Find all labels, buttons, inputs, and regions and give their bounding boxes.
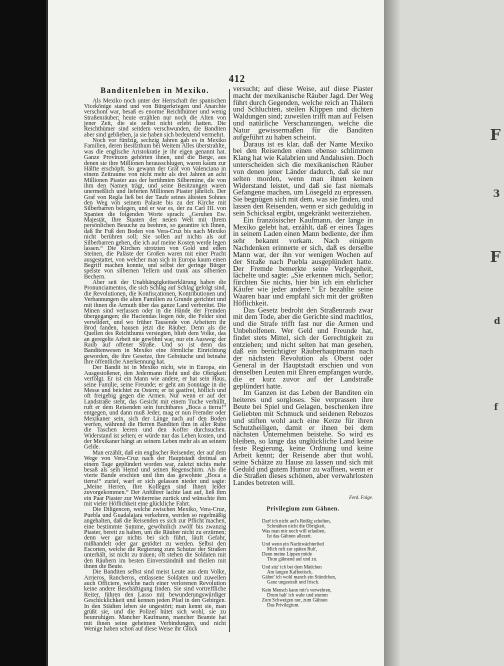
poem-heading — [233, 505, 373, 514]
paragraph: versucht; auf diese Weise, auf diese Piaster macht der mexikanische Räuber Jagd. Der Weg führt durch Gegenden, welche reich an Thälern und Schluchten, steilen Klippen und dichten Waldungen sind; zuweilen trifft man auf Felsen und natürliche Verschanzungen, welche die Natur gewissermaßen für die Banditen aufgeführt zu haben scheint. — [233, 86, 373, 142]
verse-line: Thun gähnend auf und zu. — [267, 556, 318, 562]
verse-line: Ist das Gähnen allezeit. — [267, 533, 312, 539]
article-title: Banditenleben in Mexiko. — [100, 86, 210, 95]
adjacent-page-fragment: f — [494, 403, 498, 413]
stanza — [262, 542, 372, 562]
paragraph: Aber seit der Unabhängigkeitserklärung haben die Pronunciamentos, die sich Schlag auf Schlag gefolgt sind, die Revolutionen, die Konfiscationen, Kontributionen und Verbannungen die alten Familien zu Grunde gerichtet und mit ihnen die Armuth über das ganze Land verbreitet. Die Minen sind verlassen oder in die Hände der Fremden übergegangen; die Haciendas liegen öde, die Felder sind verwildert, und wo früher Tausende von Arbeitern ihr Brod fanden, hausen jetzt die Räuber. Denn als die Quellen des Reichthums versiegten, blieb dem Volke, das an geregelte Arbeit nie gewöhnt war, nur ein Ausweg: der Raub auf offener Straße. Und so ist denn das Banditenwesen in Mexiko eine förmliche Einrichtung geworden, die ihre Gesetze, ihre Gebräuche und beinahe ihre öffentliche Anerkennung hat. — [84, 278, 226, 366]
verse-line: Und sitz' ich bei dem Mädchen — [262, 564, 322, 570]
paragraph: Die Banditen selbst sind meist Leute aus dem Volke, Arrieros, Rancheros, entlassene Soldaten und zuweilen auch Officiere, welche nach einer verlorenen Revolution keine andere Beschäftigung finden. Sie sind vortreffliche Reiter, führen den Lasso mit bewunderungswürdiger Geschicklichkeit und kennen jeden Pfad in den Gebirgen. In den Städten leben sie ungestört; man kennt sie, man grüßt sie, und die Polizei hütet sich wohl, sie zu beunruhigen. Mancher Kaufmann, mancher Beamte hat mit ihnen seine geheimen Verbindungen, und nicht Wenige haben schon auf diese Weise ihr Glück — [84, 568, 226, 632]
stanza — [262, 565, 372, 585]
verse-line: Und wenn ein Nachtwächterlied — [262, 541, 324, 547]
verse-line: Am langen Kaffeetisch, — [267, 569, 313, 575]
paragraph: Noch vor fünfzig, sechzig Jahren gab es in Mexiko Familien, deren Besitzthum bei Weitem Alles überstrahlte, was die englische Aristokratie je ihr eigen genannt hat. Ganze Provinzen gehörten ihnen, und die Berge, aus denen sie ihre Millionen herausschlugen, waren kaum zur Hälfte erschöpft. So gewann der Graf von Valenciana in einem Zeitraume von nicht mehr als drei Jahren an acht Millionen Piaster aus der berühmten Silbermine, die von ihm den Namen trägt, und seine Besitzungen waren unermeßlich und lieferten Millionen Piaster jährlich. Der Graf von Regla ließ bei der Taufe seines ältesten Sohnes den Weg von seinem Palaste bis zu der Kirche mit Silberbarren belegen, und er war es, der zu Carl III. von Spanien die folgenden Worte sprach: „Geruhen Ew. Majestät, Ihre Staaten der neuen Welt mit Ihrem persönlichen Besuche zu beehren, so garantire ich Ihnen, daß Ihr Fuß den Boden von Vera-Cruz bis nach Mexiko nicht berühren soll; Sie sollen auf nichts als auf Silberbarren gehen, die ich auf meine Kosten werde legen lassen.“ Die Kirchen strotzten von Gold und edlen Steinen, die Paläste der Großen waren mit einer Pracht ausgestattet, von welcher man sich in Europa kaum einen Begriff machen konnte, und selbst der geringe Bürger speiste von silbernen Tellern und trank aus silbernen Bechern. — [84, 136, 226, 280]
verse-line: Dann meine Lippen müde — [262, 551, 312, 557]
author-signature — [233, 495, 373, 502]
right-column — [233, 86, 373, 492]
page-edge-line — [46, 0, 48, 666]
stanza — [262, 588, 372, 608]
adjacent-page — [400, 0, 504, 666]
paragraph: Der Bandit ist in Mexiko nicht, wie in Europa, ein Ausgestoßener, den Jedermann flieht und die Obrigkeit verfolgt. Er ist ein Mann wie andere, er hat sein Haus, seine Familie, seine Freunde; er geht am Sonntage in die Messe und beichtet zu Ostern; er ist gastfrei, höflich und oft freigebig gegen die Armen. Nur wenn er auf der Landstraße steht, das Gesicht mit einem Tuche verhüllt, ruft er dem Reisenden sein furchtbares „Boca a tierra!“ entgegen, und dann muß Jeder, mag er nun Fremder oder Mexikaner sein, sich der Länge nach auf den Boden werfen, während die Herren Banditen ihm in aller Ruhe die Taschen leeren und den Koffer durchsuchen. Widerstand ist selten; er würde nur das Leben kosten, und der Mexikaner hängt an seinem Leben mehr als an seinem Gelde. — [84, 363, 226, 451]
verse-line: Schmähen nicht die Obrigkeit, — [267, 523, 326, 529]
verse-line: Ganz ungestraft und frisch. — [267, 579, 320, 585]
left-column-text — [84, 86, 226, 632]
verse-line: Zum Schweigen nur, zum Gähnen — [262, 597, 328, 603]
paragraph: Ein französischer Kaufmann, der lange in Mexiko gelebt hat, erzählt, daß er eines Tages in seinem Laden einen Mann bediente, der ihm sehr bekannt vorkam. Nach einigem Nachdenken erinnerte er sich, daß es derselbe Mann war, der ihn vor wenigen Wochen auf der Straße nach Puebla ausgeplündert hatte. Der Fremde bemerkte seine Verlegenheit, lächelte und sagte: „Sie erkennen mich, Señor; fürchten Sie nichts, hier bin ich ein ehrlicher Käufer wie jeder andere.“ Er bezahlte seine Waaren baar und empfahl sich mit der größten Höflichkeit. — [233, 216, 373, 308]
scanner-edge — [0, 0, 46, 666]
paragraph: Man erzählt, daß ein englischer Reisender, der auf dem Wege von Vera-Cruz nach der Hauptstadt dreimal an einem Tage geplündert worden war, zuletzt nichts mehr besaß als sein Hemd und seinen Regenschirm. Als die vierte Bande erschien und ihm das gewohnte „Boca a tierra!“ zurief, warf er sich gelassen nieder und sagte: „Meine Herren, Ihre Kollegen sind Ihnen leider zuvorgekommen.“ Der Anführer lachte laut auf, ließ ihm ein Paar Piaster zur Weiterreise zurück und wünschte ihm mit vieler Höflichkeit eine glückliche Fahrt. — [84, 448, 226, 508]
paragraph: Das Gesetz bedroht den Straßenraub zwar mit dem Tode, aber die Gerichte sind machtlos, und die Strafe trifft fast nur die Armen und Unbeholfenen. Wer Geld und Freunde hat, findet stets Mittel, sich der Gerechtigkeit zu entziehen; und nicht selten hat man gesehen, daß ein berüchtigter Räuberhauptmann nach der nächsten Revolution als Oberst oder General in der Hauptstadt erschien und von denselben Leuten mit Ehren empfangen wurde, die er kurz zuvor auf der Landstraße geplündert hatte. — [233, 306, 373, 391]
verse-line: Kein Mensch kann mir's verwehren, — [262, 587, 332, 593]
poem-title: Privilegium zum Gähnen. — [266, 505, 340, 512]
poem — [262, 519, 372, 617]
paragraph: Im Ganzen ist das Leben der Banditen ein heiteres und sorgloses. Sie verprassen ihre Beute bei Spiel und Gelagen, beschenken ihre Geliebten mit Schmuck und seidenen Rebozos und stiften wohl auch eine Kerze für ihren Schutzheiligen, damit er ihnen bei dem nächsten Unternehmen beistehe. So wird es bleiben, so lange das unglückliche Land keine feste Regierung, keine Ordnung und keine Arbeit kennt; der Reisende aber thut wohl, seine Schätze zu Hause zu lassen und sich mit Geduld und gutem Humor zu waffnen, wenn er die Straßen dieses schönen, aber verwahrlosten Landes betreten will. — [233, 389, 373, 488]
verse-line: Was man mir noch will erlauben, — [262, 528, 326, 534]
stanza — [262, 519, 372, 539]
verse-line: Das Privilegium. — [267, 602, 300, 608]
verse-line: Darf ich nicht auf's Reißig schelten, — [262, 519, 331, 524]
verse-line: Gähnt' ich wohl manch ein Stündchen, — [262, 574, 337, 580]
author-signature-text: Ferd. Folge. — [349, 495, 373, 501]
poem-body — [262, 519, 372, 608]
page-number: 412 — [228, 74, 246, 85]
verse-line: Drum hab' ich wahr und stumm — [267, 592, 328, 598]
adjacent-page-fragment: F — [490, 248, 501, 266]
paragraph: Als Mexiko noch unter der Herrschaft der spanischen Vicekönige stand und von Bürgerkriegen und Anarchie verschont war, besaß es enorme Reichthümer und wenig Straßenräuber; heute erzählen nur noch die Alten von jener Zeit, die sie selbst nicht erlebt hatten. Die Reichthümer sind seitdem verschwunden, die Banditen aber sind geblieben, ja sie haben sich bedeutend vermehrt. — [84, 96, 226, 138]
column-divider — [229, 89, 230, 632]
left-column — [84, 86, 226, 632]
right-column-text — [233, 86, 373, 487]
adjacent-page-fragment: F — [490, 126, 501, 144]
binding-gutter-shadow — [384, 0, 400, 666]
adjacent-page-fragment: 3 — [493, 189, 500, 200]
paragraph: Die Diligencen, welche zwischen Mexiko, Vera-Cruz, Puebla und Guadalajara verkehren, werden so regelmäßig angehalten, daß die Reisenden es sich zur Pflicht machen, eine bestimmte Summe, gewöhnlich zwölf bis zwanzig Piaster, bereit zu halten, um die Räuber nicht zu erzürnen; denn wer gar nichts bei sich führt, läuft Gefahr, mißhandelt oder gar getödtet zu werden. Selbst den Escorten, welche die Regierung zum Schutze der Straßen unterhält, ist nicht zu trauen; oft stehen die Soldaten mit den Räubern im besten Einverständniß und theilen mit ihnen die Beute. — [84, 505, 226, 570]
verse-line: Mich ruft zur späten Ruh', — [267, 546, 318, 552]
adjacent-page-fragment: d — [494, 317, 501, 327]
paragraph: Daraus ist es klar, daß der Name Mexiko bei den Reisenden einen ebenso schlimmen Klang hat wie Kalabrien und Andalusien. Doch unterscheiden sich die mexikanischen Räuber von denen jener Länder dadurch, daß sie nur selten morden, wenn man ihnen keinen Widerstand leistet, und daß sie fast niemals Gefangene machen, um Lösegeld zu erpressen. Sie begnügen sich mit dem, was sie finden, und lassen den Reisenden, wenn er sich geduldig in sein Schicksal ergibt, ungekränkt weiterziehen. — [233, 140, 373, 218]
